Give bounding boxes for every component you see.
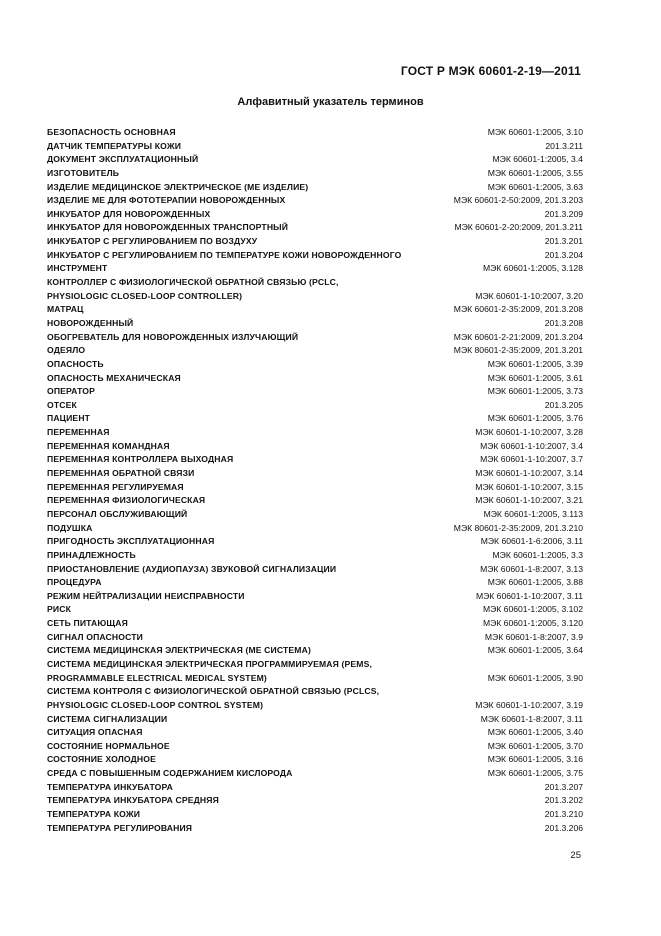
index-row — [47, 726, 583, 740]
index-row — [47, 658, 583, 672]
index-term: ОПАСНОСТЬ МЕХАНИЧЕСКАЯ — [47, 372, 181, 383]
index-row — [47, 481, 583, 495]
index-term: ТЕМПЕРАТУРА КОЖИ — [47, 809, 141, 820]
index-reference: МЭК 60601-1-10:2007, 3.15 — [475, 481, 583, 492]
index-reference: МЭК 60601-1:2005, 3.88 — [487, 577, 583, 588]
index-row — [47, 358, 583, 372]
index-term: СИСТЕМА СИГНАЛИЗАЦИИ — [47, 713, 168, 724]
index-row — [47, 590, 583, 604]
index-row — [47, 426, 583, 440]
index-term: ОПАСНОСТЬ — [47, 358, 104, 369]
index-term: ИЗГОТОВИТЕЛЬ — [47, 167, 120, 178]
index-reference: МЭК 60601-2-35:2009, 201.3.208 — [453, 304, 583, 315]
index-reference: МЭК 60601-1-10:2007, 3.20 — [475, 290, 583, 301]
index-row — [47, 467, 583, 481]
index-term: СОСТОЯНИЕ ХОЛОДНОЕ — [47, 754, 156, 765]
index-reference: 201.3.204 — [544, 249, 583, 260]
index-row — [47, 822, 583, 836]
index-reference: МЭК 60601-1-10:2007, 3.4 — [480, 440, 583, 451]
index-term: СРЕДА С ПОВЫШЕННЫМ СОДЕРЖАНИЕМ КИСЛОРОДА — [47, 768, 293, 779]
index-reference: МЭК 60601-1-10:2007, 3.19 — [475, 699, 583, 710]
index-term: ПРИГОДНОСТЬ ЭКСПЛУАТАЦИОННАЯ — [47, 536, 215, 547]
index-term: ИЗДЕЛИЕ МЕДИЦИНСКОЕ ЭЛЕКТРИЧЕСКОЕ (МЕ ИЗДЕЛИЕ) — [47, 181, 309, 192]
index-reference: МЭК 60601-1:2005, 3.73 — [487, 386, 583, 397]
index-term: СИТУАЦИЯ ОПАСНАЯ — [47, 727, 143, 738]
index-reference: МЭК 60601-1-10:2007, 3.11 — [475, 590, 583, 601]
index-reference: МЭК 60601-1:2005, 3.128 — [482, 263, 583, 274]
index-term: ТЕМПЕРАТУРА РЕГУЛИРОВАНИЯ — [47, 822, 193, 833]
index-term: ПОДУШКА — [47, 522, 93, 533]
index-reference: МЭК 60601-1:2005, 3.3 — [492, 549, 583, 560]
index-reference: МЭК 60601-1:2005, 3.120 — [482, 618, 583, 629]
index-term: ПАЦИЕНТ — [47, 413, 91, 424]
index-term: ПРИНАДЛЕЖНОСТЬ — [47, 549, 136, 560]
index-row — [47, 221, 583, 235]
index-row — [47, 290, 583, 304]
index-row — [47, 644, 583, 658]
index-reference: МЭК 60601-1-8:2007, 3.9 — [484, 631, 583, 642]
index-term: НОВОРОЖДЕННЫЙ — [47, 317, 134, 328]
index-reference: МЭК 60601-1:2005, 3.61 — [487, 372, 583, 383]
index-row — [47, 249, 583, 263]
index-reference: МЭК 60601-1-10:2007, 3.7 — [480, 454, 583, 465]
index-row — [47, 767, 583, 781]
index-reference: МЭК 60601-1:2005, 3.64 — [487, 645, 583, 656]
index-term: ИЗДЕЛИЕ МЕ ДЛЯ ФОТОТЕРАПИИ НОВОРОЖДЕННЫХ — [47, 195, 286, 206]
index-row — [47, 317, 583, 331]
index-term: ТЕМПЕРАТУРА ИНКУБАТОРА — [47, 781, 173, 792]
index-term: СИСТЕМА КОНТРОЛЯ С ФИЗИОЛОГИЧЕСКОЙ ОБРАТНОЙ СВЯЗЬЮ (PCLCS, — [47, 686, 380, 697]
index-reference: МЭК 60601-1:2005, 3.63 — [487, 181, 583, 192]
index-term: ПЕРЕМЕННАЯ КОНТРОЛЛЕРА ВЫХОДНАЯ — [47, 454, 234, 465]
index-term: PHYSIOLOGIC CLOSED-LOOP CONTROLLER) — [47, 290, 243, 301]
index-term: СИСТЕМА МЕДИЦИНСКАЯ ЭЛЕКТРИЧЕСКАЯ ПРОГРАММИРУЕМАЯ (PEMS, — [47, 658, 372, 669]
index-reference: МЭК 60601-2-21:2009, 201.3.204 — [453, 331, 583, 342]
index-term: ПЕРСОНАЛ ОБСЛУЖИВАЮЩИЙ — [47, 508, 188, 519]
index-term: ДАТЧИК ТЕМПЕРАТУРЫ КОЖИ — [47, 140, 182, 151]
index-term: СОСТОЯНИЕ НОРМАЛЬНОЕ — [47, 740, 170, 751]
index-reference: МЭК 60601-1:2005, 3.40 — [487, 727, 583, 738]
index-term: РЕЖИМ НЕЙТРАЛИЗАЦИИ НЕИСПРАВНОСТИ — [47, 590, 245, 601]
index-term: ПЕРЕМЕННАЯ ФИЗИОЛОГИЧЕСКАЯ — [47, 495, 206, 506]
standard-header: ГОСТ Р МЭК 60601-2-19—2011 — [400, 64, 581, 78]
index-reference: МЭК 60601-1-10:2007, 3.14 — [475, 468, 583, 479]
index-row — [47, 740, 583, 754]
index-title: Алфавитный указатель терминов — [237, 96, 424, 108]
index-row — [47, 753, 583, 767]
index-term: PHYSIOLOGIC CLOSED-LOOP CONTROL SYSTEM) — [47, 699, 264, 710]
index-row — [47, 522, 583, 536]
index-row — [47, 808, 583, 822]
index-term: СИСТЕМА МЕДИЦИНСКАЯ ЭЛЕКТРИЧЕСКАЯ (МЕ СИСТЕМА) — [47, 645, 311, 656]
index-reference: 201.3.207 — [544, 781, 583, 792]
index-term: ИНКУБАТОР С РЕГУЛИРОВАНИЕМ ПО ТЕМПЕРАТУРЕ КОЖИ НОВОРОЖДЕННОГО — [47, 249, 402, 260]
index-term: ПРИОСТАНОВЛЕНИЕ (АУДИОПАУЗА) ЗВУКОВОЙ СИГНАЛИЗАЦИИ — [47, 563, 337, 574]
index-row — [47, 399, 583, 413]
index-term: ИНКУБАТОР С РЕГУЛИРОВАНИЕМ ПО ВОЗДУХУ — [47, 236, 258, 247]
index-term: ОПЕРАТОР — [47, 386, 95, 397]
index-row — [47, 440, 583, 454]
index-row — [47, 672, 583, 686]
index-row — [47, 563, 583, 577]
index-row — [47, 631, 583, 645]
index-reference: МЭК 60601-2-20:2009, 201.3.211 — [454, 222, 583, 233]
index-reference: МЭК 60601-1-8:2007, 3.11 — [480, 713, 583, 724]
index-row — [47, 385, 583, 399]
index-reference: МЭК 60601-1:2005, 3.102 — [482, 604, 583, 615]
index-row — [47, 494, 583, 508]
index-reference: МЭК 60601-1:2005, 3.4 — [492, 154, 583, 165]
index-term: ПЕРЕМЕННАЯ ОБРАТНОЙ СВЯЗИ — [47, 468, 195, 479]
index-reference: МЭК 60601-1:2005, 3.75 — [487, 768, 583, 779]
term-index — [47, 126, 583, 835]
index-reference: МЭК 60601-1:2005, 3.16 — [487, 754, 583, 765]
index-row — [47, 508, 583, 522]
index-row — [47, 153, 583, 167]
index-row — [47, 549, 583, 563]
index-term: ИНСТРУМЕНТ — [47, 263, 108, 274]
index-term: ДОКУМЕНТ ЭКСПЛУАТАЦИОННЫЙ — [47, 154, 199, 165]
index-reference: МЭК 60601-1:2005, 3.55 — [487, 167, 583, 178]
index-term: ПРОЦЕДУРА — [47, 577, 102, 588]
index-row — [47, 535, 583, 549]
index-term: БЕЗОПАСНОСТЬ ОСНОВНАЯ — [47, 127, 176, 137]
index-term: ИНКУБАТОР ДЛЯ НОВОРОЖДЕННЫХ — [47, 208, 211, 219]
index-row — [47, 713, 583, 727]
page-number: 25 — [570, 850, 581, 861]
index-row — [47, 781, 583, 795]
index-row — [47, 372, 583, 386]
index-row — [47, 794, 583, 808]
index-term: PROGRAMMABLE ELECTRICAL MEDICAL SYSTEM) — [47, 672, 267, 683]
index-row — [47, 412, 583, 426]
index-row — [47, 167, 583, 181]
index-term: СЕТЬ ПИТАЮЩАЯ — [47, 618, 128, 629]
index-reference: МЭК 60601-1:2005, 3.76 — [487, 413, 583, 424]
index-reference: 201.3.206 — [544, 822, 583, 833]
index-reference: МЭК 80601-2-35:2009, 201.3.201 — [453, 345, 583, 356]
index-reference: 201.3.209 — [544, 208, 583, 219]
index-row — [47, 699, 583, 713]
index-row — [47, 453, 583, 467]
index-reference: МЭК 60601-1:2005, 3.70 — [487, 740, 583, 751]
index-term: ОБОГРЕВАТЕЛЬ ДЛЯ НОВОРОЖДЕННЫХ ИЗЛУЧАЮЩИЙ — [47, 331, 299, 342]
index-reference: МЭК 80601-2-35:2009, 201.3.210 — [453, 522, 583, 533]
index-term: ОТСЕК — [47, 399, 77, 410]
index-term: РИСК — [47, 604, 71, 615]
index-term: ОДЕЯЛО — [47, 345, 86, 356]
index-term: ПЕРЕМЕННАЯ КОМАНДНАЯ — [47, 440, 170, 451]
index-reference: 201.3.208 — [544, 317, 583, 328]
index-term: МАТРАЦ — [47, 304, 84, 315]
index-term: ПЕРЕМЕННАЯ — [47, 427, 110, 438]
index-row — [47, 208, 583, 222]
index-reference: МЭК 60601-1:2005, 3.90 — [487, 672, 583, 683]
index-row — [47, 262, 583, 276]
index-reference: МЭК 60601-1-10:2007, 3.28 — [475, 427, 583, 438]
index-reference: МЭК 60601-1:2005, 3.39 — [487, 358, 583, 369]
index-row — [47, 140, 583, 154]
index-row — [47, 126, 583, 140]
index-row — [47, 303, 583, 317]
index-row — [47, 235, 583, 249]
index-row — [47, 181, 583, 195]
index-reference: 201.3.211 — [545, 140, 583, 151]
index-reference: 201.3.202 — [544, 795, 583, 806]
index-reference: 201.3.205 — [544, 399, 583, 410]
index-row — [47, 194, 583, 208]
index-row — [47, 617, 583, 631]
index-row — [47, 685, 583, 699]
index-reference: МЭК 60601-1:2005, 3.113 — [483, 508, 583, 519]
index-row — [47, 276, 583, 290]
index-reference: МЭК 60601-2-50:2009, 201.3.203 — [453, 195, 583, 206]
index-term: КОНТРОЛЛЕР С ФИЗИОЛОГИЧЕСКОЙ ОБРАТНОЙ СВЯЗЬЮ (PCLC, — [47, 277, 339, 288]
index-term: ПЕРЕМЕННАЯ РЕГУЛИРУЕМАЯ — [47, 481, 184, 492]
index-term: ИНКУБАТОР ДЛЯ НОВОРОЖДЕННЫХ ТРАНСПОРТНЫЙ — [47, 222, 289, 233]
index-reference: МЭК 60601-1:2005, 3.10 — [487, 127, 583, 137]
index-term: ТЕМПЕРАТУРА ИНКУБАТОРА СРЕДНЯЯ — [47, 795, 219, 806]
index-term: СИГНАЛ ОПАСНОСТИ — [47, 631, 143, 642]
index-reference: МЭК 60601-1-6:2006, 3.11 — [480, 536, 583, 547]
index-reference: МЭК 60601-1-10:2007, 3.21 — [475, 495, 583, 506]
index-reference: МЭК 60601-1-8:2007, 3.13 — [480, 563, 583, 574]
index-row — [47, 344, 583, 358]
index-row — [47, 576, 583, 590]
index-reference: 201.3.201 — [544, 236, 583, 247]
index-reference: 201.3.210 — [544, 809, 583, 820]
index-row — [47, 331, 583, 345]
index-row — [47, 603, 583, 617]
